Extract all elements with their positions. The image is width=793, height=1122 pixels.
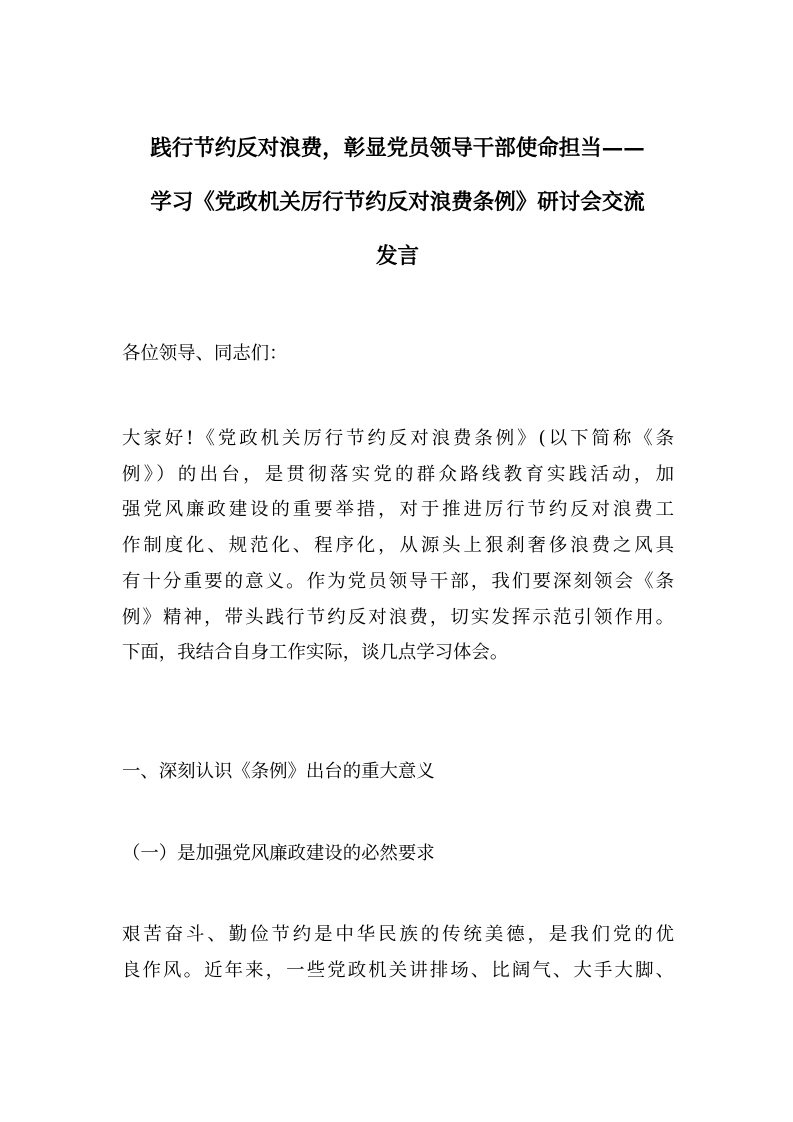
subsection-heading-1-text: （一）是加强党风廉政建设的必然要求 — [122, 843, 435, 864]
greeting-text: 各位领导、同志们： — [122, 343, 288, 364]
intro-line: 例》精神，带头践行节约反对浪费，切实发挥示范引领作用。 — [122, 606, 674, 628]
title-line-3: 发言 — [375, 244, 419, 269]
intro-paragraph — [122, 421, 674, 671]
title-line-1: 践行节约反对浪费，彰显党员领导干部使命担当—— — [150, 136, 645, 161]
section-heading-1-text: 一、深刻认识《条例》出台的重大意义 — [122, 761, 435, 782]
body-paragraph-1 — [122, 917, 674, 988]
document-title — [115, 122, 680, 284]
intro-line: 例》）的出台，是贯彻落实党的群众路线教育实践活动，加 — [122, 463, 674, 485]
body-line: 良作风。近年来，一些党政机关讲排场、比阔气、大手大脚、 — [122, 959, 674, 981]
intro-line: 强党风廉政建设的重要举措，对于推进厉行节约反对浪费工 — [122, 499, 674, 521]
intro-line: 下面，我结合自身工作实际，谈几点学习体会。 — [122, 642, 509, 664]
intro-line: 作制度化、规范化、程序化，从源头上狠刹奢侈浪费之风具 — [122, 535, 674, 557]
intro-line: 有十分重要的意义。作为党员领导干部，我们要深刻领会《条 — [122, 570, 674, 592]
intro-line: 大家好!《党政机关厉行节约反对浪费条例》(以下简称《条 — [122, 428, 674, 449]
title-line-2: 学习《党政机关厉行节约反对浪费条例》研讨会交流 — [150, 190, 645, 215]
section-heading-1 — [122, 754, 674, 790]
body-line: 艰苦奋斗、勤俭节约是中华民族的传统美德，是我们党的优 — [122, 924, 674, 945]
subsection-heading-1 — [122, 836, 674, 872]
greeting — [122, 336, 674, 372]
